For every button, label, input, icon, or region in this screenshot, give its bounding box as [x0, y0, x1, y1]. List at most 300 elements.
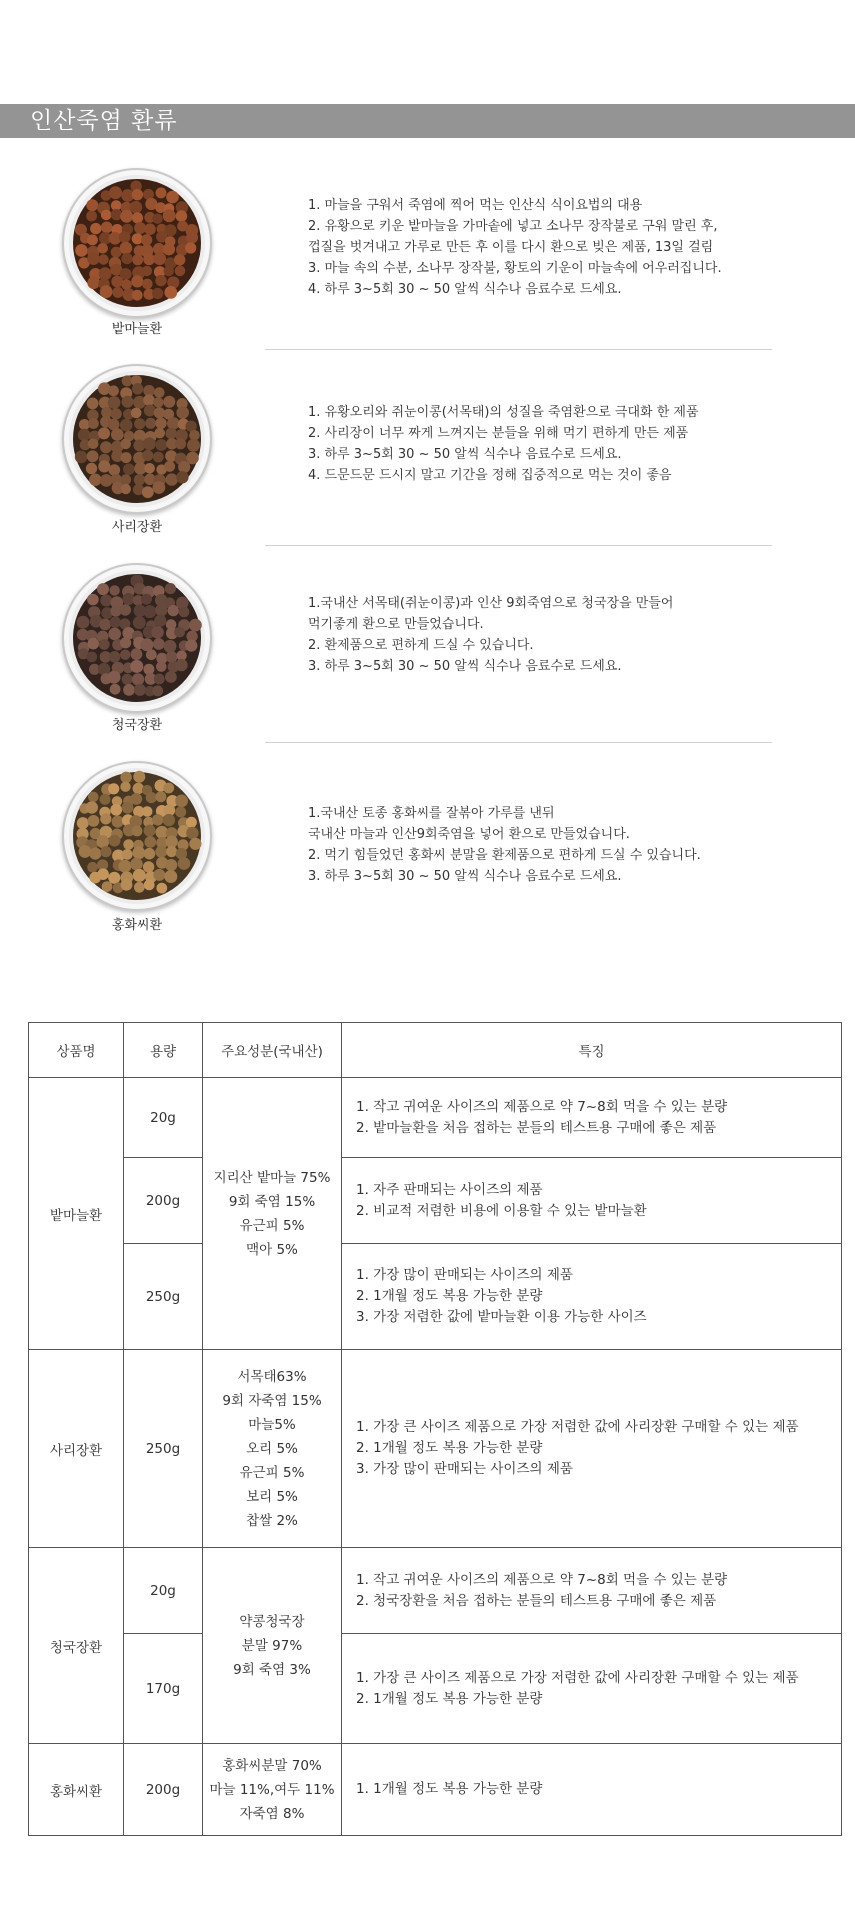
- table-row: [29, 1350, 842, 1548]
- pill: [143, 394, 155, 406]
- pill: [121, 879, 133, 891]
- pill: [166, 473, 178, 485]
- pill: [134, 474, 145, 485]
- pill: [88, 815, 100, 827]
- ingredient-line: 9회 자죽염 15%: [222, 1392, 322, 1409]
- table-row: [29, 1078, 842, 1158]
- header-features: 특징: [342, 1023, 842, 1078]
- pill: [178, 857, 191, 870]
- pill: [155, 604, 167, 616]
- header-size: 용량: [124, 1023, 203, 1078]
- pill: [186, 827, 198, 839]
- description-line: 3. 마늘 속의 수분, 소나무 장작불, 황토의 기운이 마늘속에 어우러집니다.: [308, 261, 722, 276]
- pill: [156, 883, 167, 894]
- product-description: [308, 803, 701, 887]
- pill: [144, 848, 156, 860]
- pill: [108, 385, 119, 396]
- pill: [143, 437, 156, 450]
- pill: [174, 254, 185, 265]
- pill: [102, 881, 113, 892]
- pill: [87, 450, 99, 462]
- product-spec-table: [28, 1022, 841, 1832]
- pill: [154, 387, 165, 398]
- section-divider: [265, 349, 772, 350]
- description-line: 1.국내산 서목태(쥐눈이콩)과 인산 9회죽염으로 청국장을 만들어: [308, 596, 674, 611]
- pill: [79, 845, 92, 858]
- pill: [108, 671, 121, 684]
- header-ingredients: 주요성분(국내산): [203, 1023, 342, 1078]
- pill: [109, 651, 121, 663]
- description-line: 4. 하루 3~5회 30 ~ 50 알씩 식수나 음료수로 드세요.: [308, 282, 622, 297]
- pill: [122, 396, 134, 408]
- ingredient-line: 유근피 5%: [239, 1464, 305, 1481]
- pill: [87, 862, 98, 873]
- product-name: 사리장환: [111, 520, 163, 535]
- pill: [142, 450, 153, 461]
- title-banner: [0, 104, 855, 138]
- pill: [109, 835, 121, 847]
- feature-line: 2. 1개월 정도 복용 가능한 분량: [356, 1440, 543, 1456]
- pill: [175, 807, 186, 818]
- pill: [111, 408, 122, 419]
- pill: [99, 639, 110, 650]
- feature-line: 1. 작고 귀여운 사이즈의 제품으로 약 7~8회 먹을 수 있는 분량: [356, 1571, 728, 1588]
- product-name: 밭마늘환: [111, 322, 163, 337]
- pill: [112, 816, 124, 828]
- pill: [178, 461, 190, 473]
- pill: [143, 861, 154, 872]
- pill: [109, 585, 119, 595]
- description-line: 2. 사리장이 너무 짜게 느껴지는 분들을 위해 먹기 편하게 만든 제품: [308, 426, 689, 441]
- ingredient-line: 마늘5%: [248, 1416, 296, 1433]
- pill: [132, 212, 143, 223]
- pill: [120, 439, 131, 450]
- pill: [86, 211, 97, 222]
- pill: [120, 242, 133, 255]
- features-cell: [342, 1744, 842, 1836]
- pill: [111, 209, 122, 220]
- features-cell: [342, 1548, 842, 1634]
- description-line: 4. 드문드문 드시지 말고 기간을 정해 집중적으로 먹는 것이 좋음: [308, 468, 672, 483]
- description-line: 국내산 마늘과 인산9회죽염을 넣어 환으로 만들었습니다.: [308, 827, 630, 842]
- feature-line: 3. 가장 저렴한 값에 밭마늘환 이용 가능한 사이즈: [356, 1309, 647, 1325]
- ingredient-line: 찹쌀 2%: [246, 1512, 298, 1529]
- pill: [98, 254, 108, 264]
- pill: [174, 627, 185, 638]
- pill: [166, 191, 179, 204]
- ingredient-line: 분말 97%: [241, 1637, 303, 1654]
- pill: [166, 651, 178, 663]
- pill: [175, 795, 188, 808]
- product-cell: 홍화씨환: [29, 1744, 124, 1836]
- pill: [86, 652, 97, 663]
- pill: [151, 626, 164, 639]
- pill: [108, 872, 120, 884]
- product-cell: 밭마늘환: [29, 1078, 124, 1350]
- product-cell: 사리장환: [29, 1350, 124, 1548]
- pill: [185, 640, 197, 652]
- pill: [120, 772, 131, 783]
- pill: [153, 452, 164, 463]
- pill: [141, 594, 152, 605]
- features-cell: [342, 1078, 842, 1158]
- description-line: 3. 하루 3~5회 30 ~ 50 알씩 식수나 음료수로 드세요.: [308, 869, 622, 884]
- pill: [118, 860, 131, 873]
- feature-line: 2. 밭마늘환을 처음 접하는 분들의 테스트용 구매에 좋은 제품: [356, 1119, 717, 1136]
- pill: [88, 439, 99, 450]
- pill: [165, 583, 176, 594]
- pill: [153, 869, 165, 881]
- pill: [132, 189, 143, 200]
- description-line: 1.국내산 토종 홍화씨를 잘볶아 가루를 낸뒤: [308, 806, 555, 821]
- table-row: [29, 1244, 842, 1350]
- product-section-garlic: [0, 168, 855, 358]
- pill: [99, 619, 111, 631]
- pill: [78, 429, 91, 442]
- pill: [121, 279, 132, 290]
- product-name: 홍화씨환: [111, 918, 163, 933]
- pill: [88, 638, 100, 650]
- sarijang-pill-bowl-image: [62, 364, 212, 514]
- pill: [87, 277, 100, 290]
- pill: [168, 605, 179, 616]
- pill: [120, 604, 131, 615]
- pill: [163, 209, 176, 222]
- pill: [153, 397, 163, 407]
- pill: [144, 463, 155, 474]
- pill: [89, 848, 101, 860]
- table-header-row: [29, 1023, 842, 1078]
- pill: [97, 868, 109, 880]
- pill: [143, 605, 156, 618]
- pill: [130, 660, 143, 673]
- pill: [154, 674, 165, 685]
- pill: [144, 825, 156, 837]
- pill: [100, 846, 111, 857]
- pill: [101, 222, 113, 234]
- pill: [132, 846, 145, 859]
- pill: [144, 836, 156, 848]
- pill: [132, 673, 144, 685]
- ingredient-line: 약콩청국장: [239, 1613, 305, 1630]
- pill: [122, 849, 133, 860]
- ingredients-cell: [203, 1078, 342, 1350]
- features-cell: [342, 1350, 842, 1548]
- pill: [144, 405, 156, 417]
- pill: [163, 783, 174, 794]
- features-cell: [342, 1244, 842, 1350]
- pill: [189, 619, 202, 632]
- pill: [120, 637, 131, 648]
- pill: [97, 583, 109, 595]
- pill: [163, 243, 175, 255]
- pill: [156, 439, 168, 451]
- pill: [110, 617, 121, 628]
- pill: [153, 481, 166, 494]
- pill: [108, 396, 121, 409]
- description-line: 껍질을 벗겨내고 가루로 만든 후 이를 다시 환으로 빚은 제품, 13일 걸림: [308, 240, 714, 255]
- pill: [164, 870, 177, 883]
- ingredient-line: 홍화씨분말 70%: [222, 1757, 322, 1774]
- feature-line: 1. 작고 귀여운 사이즈의 제품으로 약 7~8회 먹을 수 있는 분량: [356, 1098, 728, 1115]
- product-description: [308, 593, 673, 677]
- pill: [123, 839, 134, 850]
- pill: [131, 275, 143, 287]
- pill: [100, 813, 111, 824]
- pill: [77, 817, 89, 829]
- pill: [152, 288, 163, 299]
- pill: [142, 486, 154, 498]
- pill: [87, 398, 99, 410]
- pill: [132, 290, 143, 301]
- product-cell: 청국장환: [29, 1548, 124, 1744]
- size-cell: 250g: [124, 1244, 203, 1350]
- garlic-pill-bowl-image: [62, 168, 212, 318]
- pill: [108, 628, 121, 641]
- pill: [179, 607, 190, 618]
- pill: [142, 266, 152, 276]
- feature-line: 2. 비교적 저렴한 비용에 이용할 수 있는 밭마늘환: [356, 1202, 647, 1219]
- pill: [154, 615, 166, 627]
- ingredient-line: 유근피 5%: [239, 1217, 305, 1234]
- pill: [109, 464, 121, 476]
- section-divider: [265, 545, 772, 546]
- pill: [100, 595, 112, 607]
- pill: [186, 231, 198, 243]
- pill: [131, 408, 142, 419]
- pill: [75, 244, 88, 257]
- ingredients-cell: [203, 1350, 342, 1548]
- size-cell: 200g: [124, 1158, 203, 1244]
- description-line: 먹기좋게 환으로 만들었습니다.: [308, 617, 484, 632]
- pill: [108, 783, 119, 794]
- pill: [142, 806, 153, 817]
- header-product-name: 상품명: [29, 1023, 124, 1078]
- ingredients-cell: [203, 1744, 342, 1836]
- pill: [122, 593, 134, 605]
- feature-line: 1. 가장 큰 사이즈 제품으로 가장 저렴한 값에 사리장환 구매할 수 있는 제품: [356, 1419, 799, 1435]
- ingredient-line: 9회 죽염 15%: [228, 1193, 316, 1210]
- feature-line: 1. 1개월 정도 복용 가능한 분량: [356, 1781, 543, 1797]
- pill: [156, 187, 167, 198]
- pill: [97, 243, 108, 254]
- pill: [155, 275, 166, 286]
- table-row: [29, 1744, 842, 1836]
- feature-line: 2. 1개월 정도 복용 가능한 분량: [356, 1690, 543, 1707]
- pill: [152, 214, 162, 224]
- pill: [100, 794, 111, 805]
- pill: [131, 648, 143, 660]
- ingredient-line: 보리 5%: [246, 1488, 298, 1505]
- pill: [185, 242, 196, 253]
- product-description: [308, 195, 722, 300]
- pill: [119, 231, 131, 243]
- description-line: 3. 하루 3~5회 30 ~ 50 알씩 식수나 음료수로 드세요.: [308, 659, 622, 674]
- pill: [163, 396, 175, 408]
- size-cell: 200g: [124, 1744, 203, 1836]
- pill: [98, 427, 110, 439]
- pill: [165, 859, 177, 871]
- size-cell: 20g: [124, 1548, 203, 1634]
- pill: [98, 663, 110, 675]
- pill: [176, 406, 189, 419]
- pill: [134, 684, 146, 696]
- pill: [134, 418, 145, 429]
- pill: [110, 804, 122, 816]
- pill: [120, 210, 133, 223]
- table-row: [29, 1548, 842, 1634]
- product-section-cheonggukjang: [0, 563, 855, 753]
- ingredient-line: 9회 죽염 3%: [233, 1661, 311, 1678]
- pill: [111, 276, 123, 288]
- pill: [130, 201, 143, 214]
- pill: [88, 418, 99, 429]
- ingredient-line: 맥아 5%: [246, 1241, 298, 1258]
- pill: [165, 428, 176, 439]
- pill: [133, 616, 146, 629]
- pill: [176, 471, 188, 483]
- product-description: [308, 402, 699, 486]
- product-section-sarijang: [0, 364, 855, 554]
- page-title: 인산죽염 환류: [30, 108, 178, 134]
- pill: [146, 792, 157, 803]
- pill: [86, 463, 97, 474]
- pill: [186, 817, 197, 828]
- pill: [141, 234, 152, 245]
- pill: [86, 801, 98, 813]
- pill: [142, 279, 153, 290]
- pill: [75, 451, 88, 464]
- pill: [77, 616, 90, 629]
- table-row: [29, 1634, 842, 1744]
- pill: [165, 671, 177, 683]
- pill: [166, 846, 177, 857]
- pill: [130, 793, 142, 805]
- ingredient-line: 서목태63%: [237, 1368, 307, 1385]
- pill: [120, 650, 130, 660]
- pill: [110, 684, 121, 695]
- size-cell: 170g: [124, 1634, 203, 1744]
- pill: [87, 594, 99, 606]
- pill: [155, 791, 166, 802]
- ingredient-line: 지리산 밭마늘 75%: [213, 1169, 331, 1186]
- pill: [121, 253, 132, 264]
- pill: [122, 674, 133, 685]
- feature-line: 1. 가장 많이 판매되는 사이즈의 제품: [356, 1267, 573, 1283]
- pill: [132, 826, 143, 837]
- pill: [109, 186, 122, 199]
- feature-line: 1. 자주 판매되는 사이즈의 제품: [356, 1181, 543, 1198]
- pill: [144, 223, 156, 235]
- table-row: [29, 1158, 842, 1244]
- pill: [163, 814, 175, 826]
- pill: [153, 638, 165, 650]
- pill: [121, 452, 132, 463]
- pill: [146, 649, 157, 660]
- pill: [123, 463, 135, 475]
- pill: [164, 286, 177, 299]
- description-line: 2. 환제품으로 편하게 드실 수 있습니다.: [308, 638, 534, 653]
- pill: [187, 439, 200, 452]
- pill: [133, 771, 145, 783]
- features-cell: [342, 1158, 842, 1244]
- pill: [132, 383, 143, 394]
- feature-line: 2. 1개월 정도 복용 가능한 분량: [356, 1288, 543, 1304]
- pill: [101, 210, 112, 221]
- features-cell: [342, 1634, 842, 1744]
- safflower-pill-bowl-image: [62, 761, 212, 911]
- pill: [100, 285, 113, 298]
- pill: [167, 417, 180, 430]
- ingredient-line: 오리 5%: [246, 1440, 298, 1457]
- cheonggukjang-pill-bowl-image: [62, 563, 212, 713]
- pill: [96, 835, 109, 848]
- feature-line: 2. 청국장환을 처음 접하는 분들의 테스트용 구매에 좋은 제품: [356, 1592, 717, 1609]
- size-cell: 20g: [124, 1078, 203, 1158]
- pill: [121, 484, 131, 494]
- size-cell: 250g: [124, 1350, 203, 1548]
- pill: [164, 266, 174, 276]
- pill: [152, 685, 163, 696]
- pill: [122, 802, 134, 814]
- pill: [120, 782, 130, 792]
- pill: [130, 858, 143, 871]
- pill: [111, 428, 124, 441]
- product-section-safflower: [0, 761, 855, 951]
- pill: [176, 210, 188, 222]
- pill: [143, 664, 154, 675]
- pill: [133, 869, 146, 882]
- pill: [175, 659, 187, 671]
- pill: [152, 814, 163, 825]
- pill: [120, 419, 133, 432]
- pill: [155, 846, 167, 858]
- pill: [134, 882, 145, 893]
- pill: [175, 438, 186, 449]
- pill: [156, 661, 167, 672]
- pill: [154, 428, 165, 439]
- description-line: 2. 먹기 힘들었던 홍화씨 분말을 환제품으로 편하게 드실 수 있습니다.: [308, 848, 701, 863]
- ingredient-line: 자죽염 8%: [239, 1805, 305, 1822]
- pill: [175, 266, 186, 277]
- feature-line: 3. 가장 많이 판매되는 사이즈의 제품: [356, 1461, 573, 1477]
- pill: [164, 461, 175, 472]
- pill: [143, 253, 155, 265]
- description-line: 3. 하루 3~5회 30 ~ 50 알씩 식수나 음료수로 드세요.: [308, 447, 622, 462]
- pill: [87, 252, 100, 265]
- pill: [89, 474, 101, 486]
- description-line: 2. 유황으로 키운 밭마늘을 가마솥에 넣고 소나무 장작불로 구워 말린 후,: [308, 219, 718, 234]
- product-name: 청국장환: [111, 718, 163, 733]
- pill: [86, 199, 98, 211]
- description-line: 1. 유황오리와 쥐눈이콩(서목태)의 성질을 죽염환으로 극대화 한 제품: [308, 405, 699, 420]
- pill: [189, 838, 201, 850]
- ingredients-cell: [203, 1548, 342, 1744]
- pill: [145, 418, 156, 429]
- pill: [90, 223, 101, 234]
- pill: [155, 418, 166, 429]
- feature-line: 1. 가장 큰 사이즈 제품으로 가장 저렴한 값에 사리장환 구매할 수 있는 제품: [356, 1669, 799, 1686]
- pill: [88, 792, 99, 803]
- pill: [123, 684, 135, 696]
- pill: [153, 252, 166, 265]
- pill: [112, 287, 123, 298]
- pill: [132, 254, 143, 265]
- description-line: 1. 마늘을 구워서 죽염에 찍어 먹는 인산식 식이요법의 대용: [308, 198, 643, 213]
- ingredient-line: 마늘 11%,여두 11%: [209, 1781, 335, 1798]
- section-divider: [265, 742, 772, 743]
- pill: [134, 222, 146, 234]
